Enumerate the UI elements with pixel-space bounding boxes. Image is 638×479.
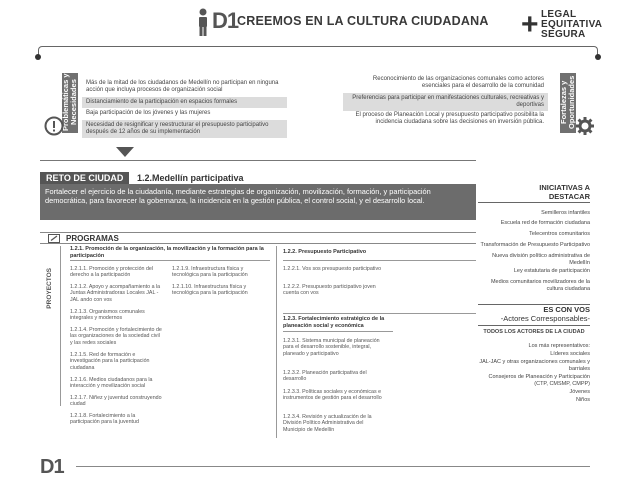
bracket-dot-left [35, 54, 41, 60]
projects-side-label: PROYECTOS [46, 268, 53, 309]
program-2-title: 1.2.2. Presupuesto Participativo [283, 249, 367, 255]
project-item: 1.2.1.10. Infraestructura física y tecnológica para la participación [172, 284, 248, 297]
divider [40, 160, 476, 161]
reto-title: 1.2.Medellín participativa [137, 173, 244, 183]
actor-item: Los más representativos: [528, 343, 590, 349]
strengths-label: Fortalezas y Oportunidades [559, 75, 576, 129]
divider [70, 260, 270, 261]
divider [283, 331, 393, 332]
alert-icon [44, 116, 64, 136]
actor-item: Consejeros de Planeación y Participación (CTP, CMSMP, CMPP) [488, 374, 590, 387]
actor-item: Niños [575, 397, 590, 403]
initiatives-title-1: INICIATIVAS A [478, 184, 590, 192]
chevron-down-icon [116, 147, 134, 157]
initiative-item: Transformación de Presupuesto Participativo [480, 242, 590, 248]
project-item: 1.2.1.3. Organismos comunales integrales y modernos [70, 309, 145, 322]
actors-all: TODOS LOS ACTORES DE LA CIUDAD [483, 329, 585, 335]
initiative-item: Telecentros comunitarios [529, 231, 590, 237]
initiative-item: Ley estatutaria de participación [513, 268, 590, 274]
project-item: 1.2.1.4. Promoción y fortalecimiento de las organizaciones de la sociedad civil y las redes sociales [70, 327, 162, 346]
problem-item: Más de la mitad de los ciudadanos de Medellín no participan en ninguna acción que incluya procesos de organización social [86, 80, 279, 94]
project-item: 1.2.1.8. Fortalecimiento a la participación para la juventud [70, 413, 139, 426]
problem-item: Necesidad de resignificar y reestructurar el presupuesto participativo después de 12 años de su implementación [82, 120, 287, 138]
logo-plus-icon: + [521, 8, 539, 41]
initiative-item: Escuela red de formación ciudadana [500, 220, 590, 226]
program-divider [276, 246, 277, 410]
problem-item: Baja participación de los jóvenes y las mujeres [86, 110, 211, 116]
gear-icon [575, 116, 595, 136]
project-item: 1.2.1.6. Medios ciudadanos para la interacción y movilización social [70, 377, 153, 390]
strength-item: El proceso de Planeación Local y presupuesto participativo posibilita la incidencia ciudadana sobre las decisiones en inversión pública. [355, 112, 544, 126]
reto-label: RETO DE CIUDAD [40, 172, 129, 184]
project-item: 1.2.1.9. Infraestructura física y tecnológica para la participación [172, 266, 248, 279]
programs-title: PROGRAMAS [66, 234, 119, 243]
logo-line-equitativa: EQUITATIVA [541, 19, 603, 30]
project-item: 1.2.1.7. Niñez y juventud construyendo ciudad [70, 395, 162, 408]
project-item: 1.2.3.1. Sistema municipal de planeación para el desarrollo sostenible, integral, planeado y participativo [283, 338, 380, 357]
program-1-title: 1.2.1. Promoción de la organización, la movilización y la formación para la participación [70, 246, 264, 259]
divider [478, 325, 590, 326]
project-item: 1.2.3.2. Planeación participativa del desarrollo [283, 370, 367, 383]
divider [283, 260, 476, 261]
dimension-code: D1 [212, 8, 239, 33]
strength-item: Reconocimiento de las organizaciones comunales como actores esenciales para el desarrollo de la comunidad [372, 76, 544, 90]
actors-title-2: -Actores Corresponsables- [500, 314, 590, 323]
initiatives-title-2: DESTACAR [548, 192, 590, 201]
project-item: 1.2.3.3. Políticas sociales y económicas e instrumentos de gestión para el desarrollo [283, 389, 382, 402]
problem-item: Distanciamiento de la participación en espacios formales [82, 97, 287, 108]
program-3-title: 1.2.3. Fortalecimiento estratégico de la planeación social y económica [283, 316, 385, 329]
actor-item: Jóvenes [569, 389, 590, 395]
project-item: 1.2.2.2. Presupuesto participativo joven cuenta con vos [283, 284, 376, 297]
footer-code: D1 [40, 456, 64, 478]
initiative-item: Medios comunitarios movilizadores de la cultura ciudadana [490, 279, 590, 292]
reto-description: Fortalecer el ejercicio de la ciudadanía, mediante estrategias de organización, movilización, formación, y participación democrática, para favorecer la gobernanza, la incidencia en la gestión pública, el control social, y el desarrollo local. [40, 184, 476, 220]
actor-item: JAL-JAC y otras organizaciones comunales y barriales [479, 359, 590, 372]
edit-icon [48, 234, 60, 243]
footer-rule [76, 466, 590, 467]
program-divider [276, 410, 277, 438]
section-bracket [38, 46, 598, 58]
page-title: CREEMOS EN LA CULTURA CIUDADANA [237, 14, 489, 28]
strengths-label-tab [560, 73, 576, 133]
actor-item: Líderes sociales [550, 351, 590, 357]
bracket-dot-right [595, 54, 601, 60]
divider [478, 202, 590, 203]
initiative-item: Nueva división político administrativa de Medellín [492, 253, 590, 266]
logo-line-legal: LEGAL [541, 9, 577, 20]
divider [283, 313, 476, 314]
problems-label-tab [62, 73, 78, 133]
strength-item: Preferencias para participar en manifestaciones culturales, recreativas y deportivas [343, 93, 548, 111]
actors-title-1: ES CON VOS [543, 305, 590, 314]
projects-side-label-wrap [46, 268, 56, 318]
person-icon [196, 8, 210, 36]
project-item: 1.2.3.4. Revisión y actualización de la División Político Administrativa del Municipio de Medellín [283, 414, 372, 433]
project-item: 1.2.1.2. Apoyo y acompañamiento a la Juntas Administradoras Locales JAL - JAL ando con vos [70, 284, 161, 303]
project-item: 1.2.1.5. Red de formación e investigación para la participación ciudadana [70, 352, 150, 371]
project-item: 1.2.2.1. Vos sos presupuesto participativo [283, 266, 382, 272]
projects-rail [60, 246, 61, 406]
logo-line-segura: SEGURA [541, 29, 586, 40]
problems-label: Problemáticas y Necesidades [61, 73, 78, 131]
project-item: 1.2.1.1. Promoción y protección del derecho a la participación [70, 266, 154, 279]
initiative-item: Semilleros infantiles [541, 210, 590, 216]
